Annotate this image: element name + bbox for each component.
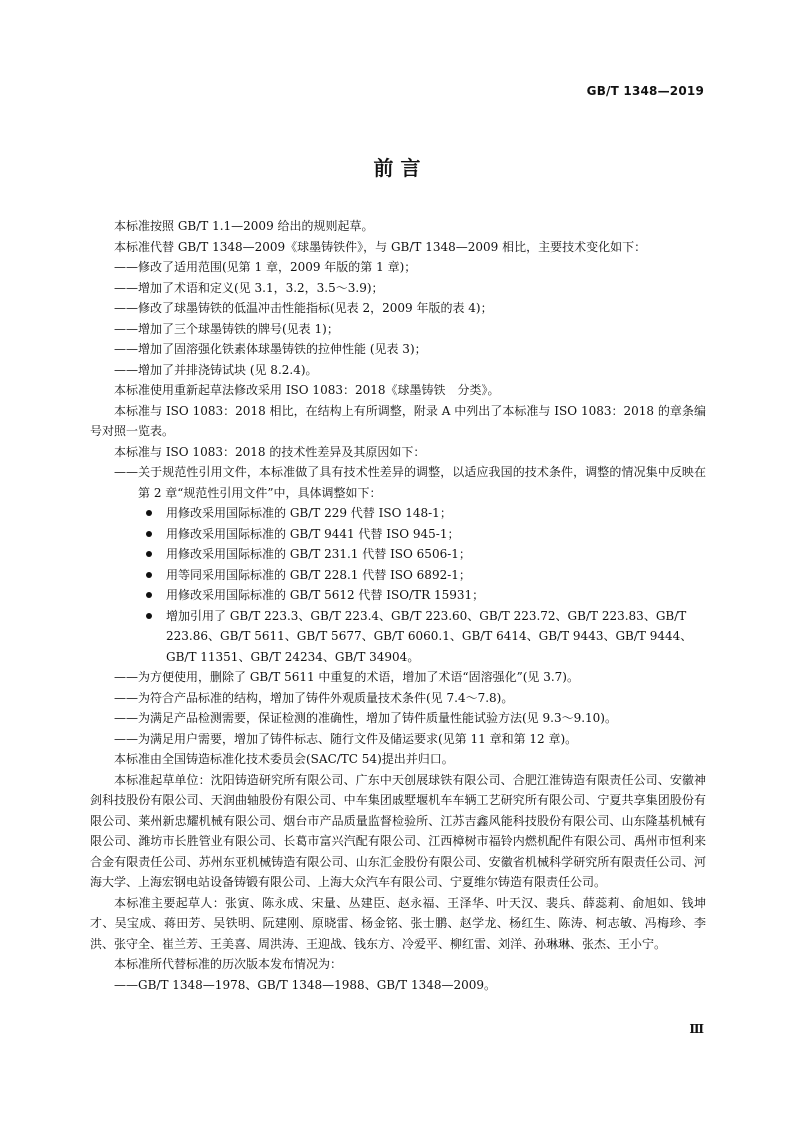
difference-text: 为满足用户需要，增加了铸件标志、随行文件及储运要求(见第 11 章和第 12 章)。 <box>138 731 578 746</box>
difference-item <box>90 667 706 688</box>
dash-mark: —— <box>114 465 138 479</box>
dash-mark: —— <box>114 362 138 377</box>
history-text: GB/T 1348—1978、GB/T 1348—1988、GB/T 1348—2009。 <box>138 977 497 992</box>
paragraph: 本标准代替 GB/T 1348—2009《球墨铸铁件》，与 GB/T 1348—2009 相比，主要技术变化如下： <box>114 239 647 254</box>
bullet-item <box>90 524 706 545</box>
difference-item <box>90 688 706 709</box>
dash-mark: —— <box>114 670 138 684</box>
reference-bullet-list <box>90 503 706 667</box>
change-text: 修改了适用范围(见第 1 章，2009 年版的第 1 章)； <box>138 260 417 274</box>
change-text: 增加了三个球墨铸铁的牌号(见表 1)； <box>138 321 339 336</box>
bullet-item <box>90 565 706 586</box>
bullet-text: 用修改采用国际标准的 GB/T 5612 代替 ISO/TR 15931； <box>166 588 485 602</box>
difference-text: 为方便使用，删除了 GB/T 5611 中重复的术语，增加了术语“固溶强化”(见 3.7)。 <box>138 670 579 684</box>
bullet-text: 用修改采用国际标准的 GB/T 9441 代替 ISO 945-1； <box>166 526 460 541</box>
history-item <box>90 975 706 996</box>
bullet-text: 用修改采用国际标准的 GB/T 231.1 代替 ISO 6506-1； <box>166 547 471 561</box>
difference-item <box>90 462 706 503</box>
difference-text: 为符合产品标准的结构，增加了铸件外观质量技术条件(见 7.4～7.8)。 <box>138 690 514 705</box>
bullet-dot-icon <box>146 510 152 516</box>
dash-mark: —— <box>114 321 138 336</box>
main-drafters: 本标准主要起草人：张寅、陈永成、宋量、丛建臣、赵永福、王泽华、叶天汉、裴兵、薛蕊莉、俞旭如、钱坤才、吴宝成、蒋田芳、吴铁明、阮建刚、原晓雷、杨金铭、张士鹏、赵学龙、杨红生、陈涛、柯志敏、冯梅珍、李洪、张守全、崔兰芳、王美喜、周洪涛、王迎战、钱东方、冷爱平、柳红雷、刘洋、孙琳琳、张杰、王小宁。 <box>90 895 706 951</box>
change-item <box>90 278 706 299</box>
change-text: 增加了固溶强化铁素体球墨铸铁的拉伸性能 (见表 3)； <box>138 342 427 356</box>
dash-mark: —— <box>114 690 138 705</box>
bullet-dot-icon <box>146 613 152 619</box>
page-title: 前 言 <box>373 156 421 180</box>
page-number: Ⅲ <box>689 1022 704 1036</box>
bullet-dot-icon <box>146 572 152 578</box>
dash-mark: —— <box>114 280 138 295</box>
bullet-dot-icon <box>146 551 152 557</box>
change-item <box>90 257 706 278</box>
foreword-body <box>90 216 706 995</box>
change-item <box>90 339 706 360</box>
dash-mark: —— <box>114 301 138 315</box>
dash-mark: —— <box>114 342 138 356</box>
change-text: 增加了并排浇铸试块 (见 8.2.4)。 <box>138 362 318 377</box>
change-item <box>90 298 706 319</box>
bullet-item <box>90 503 706 524</box>
dash-mark: —— <box>114 260 138 274</box>
difference-text: 为满足产品检测需要，保证检测的准确性，增加了铸件质量性能试验方法(见 9.3～9.10)。 <box>138 711 617 725</box>
bullet-item <box>90 544 706 565</box>
bullet-text: 用等同采用国际标准的 GB/T 228.1 代替 ISO 6892-1； <box>166 567 471 582</box>
paragraph: 本标准所代替标准的历次版本发布情况为： <box>114 957 343 971</box>
difference-item <box>90 708 706 729</box>
standard-code: GB/T 1348—2019 <box>586 84 704 98</box>
difference-text: 关于规范性引用文件，本标准做了具有技术性差异的调整，以适应我国的技术条件，调整的情况集中反映在第 2 章“规范性引用文件”中，具体调整如下： <box>138 465 706 500</box>
change-text: 修改了球墨铸铁的低温冲击性能指标(见表 2，2009 年版的表 4)； <box>138 301 493 315</box>
dash-mark: —— <box>114 731 138 746</box>
bullet-dot-icon <box>146 531 152 537</box>
paragraph: 本标准与 ISO 1083：2018 相比，在结构上有所调整，附录 A 中列出了本标准与 ISO 1083：2018 的章条编号对照一览表。 <box>90 403 706 438</box>
paragraph: 本标准使用重新起草法修改采用 ISO 1083：2018《球墨铸铁 分类》。 <box>114 383 500 397</box>
bullet-item <box>90 585 706 606</box>
bullet-text: 用修改采用国际标准的 GB/T 229 代替 ISO 148-1； <box>166 506 452 520</box>
dash-mark: —— <box>114 977 138 992</box>
bullet-dot-icon <box>146 592 152 598</box>
paragraph: 本标准由全国铸造标准化技术委员会(SAC/TC 54)提出并归口。 <box>114 752 454 766</box>
bullet-item <box>90 606 706 668</box>
drafting-units: 本标准起草单位：沈阳铸造研究所有限公司、广东中天创展球铁有限公司、合肥江淮铸造有限责任公司、安徽神剑科技股份有限公司、天润曲轴股份有限公司、中车集团戚墅堰机车车辆工艺研究所有限公司、宁夏共享集团股份有限公司、莱州新忠耀机械有限公司、烟台市产品质量监督检验所、江苏吉鑫风能科技股份有限公司、山东隆基机械有限公司、潍坊市长胜管业有限公司、长葛市富兴汽配有限公司、江西樟树市福铃内燃机配件有限公司、禹州市恒利来合金有限责任公司、苏州东亚机械铸造有限公司、山东汇金股份有限公司、安徽省机械科学研究所有限责任公司、河海大学、上海宏钢电站设备铸锻有限公司、上海大众汽车有限公司、宁夏维尔铸造有限责任公司。 <box>90 772 706 889</box>
paragraph: 本标准与 ISO 1083：2018 的技术性差异及其原因如下： <box>114 444 426 459</box>
dash-mark: —— <box>114 711 138 725</box>
change-item <box>90 360 706 381</box>
change-item <box>90 319 706 340</box>
change-text: 增加了术语和定义(见 3.1，3.2，3.5～3.9)； <box>138 280 384 295</box>
bullet-text: 增加引用了 GB/T 223.3、GB/T 223.4、GB/T 223.60、GB/T 223.72、GB/T 223.83、GB/T 223.86、GB/T 5611、GB/T 5677、GB/T 6060.1、GB/T 6414、GB/T 9443、GB/T 9444、GB/T 11351、GB/T 24234、GB/T 34904。 <box>166 608 693 664</box>
paragraph: 本标准按照 GB/T 1.1—2009 给出的规则起草。 <box>114 219 374 233</box>
difference-item <box>90 729 706 750</box>
